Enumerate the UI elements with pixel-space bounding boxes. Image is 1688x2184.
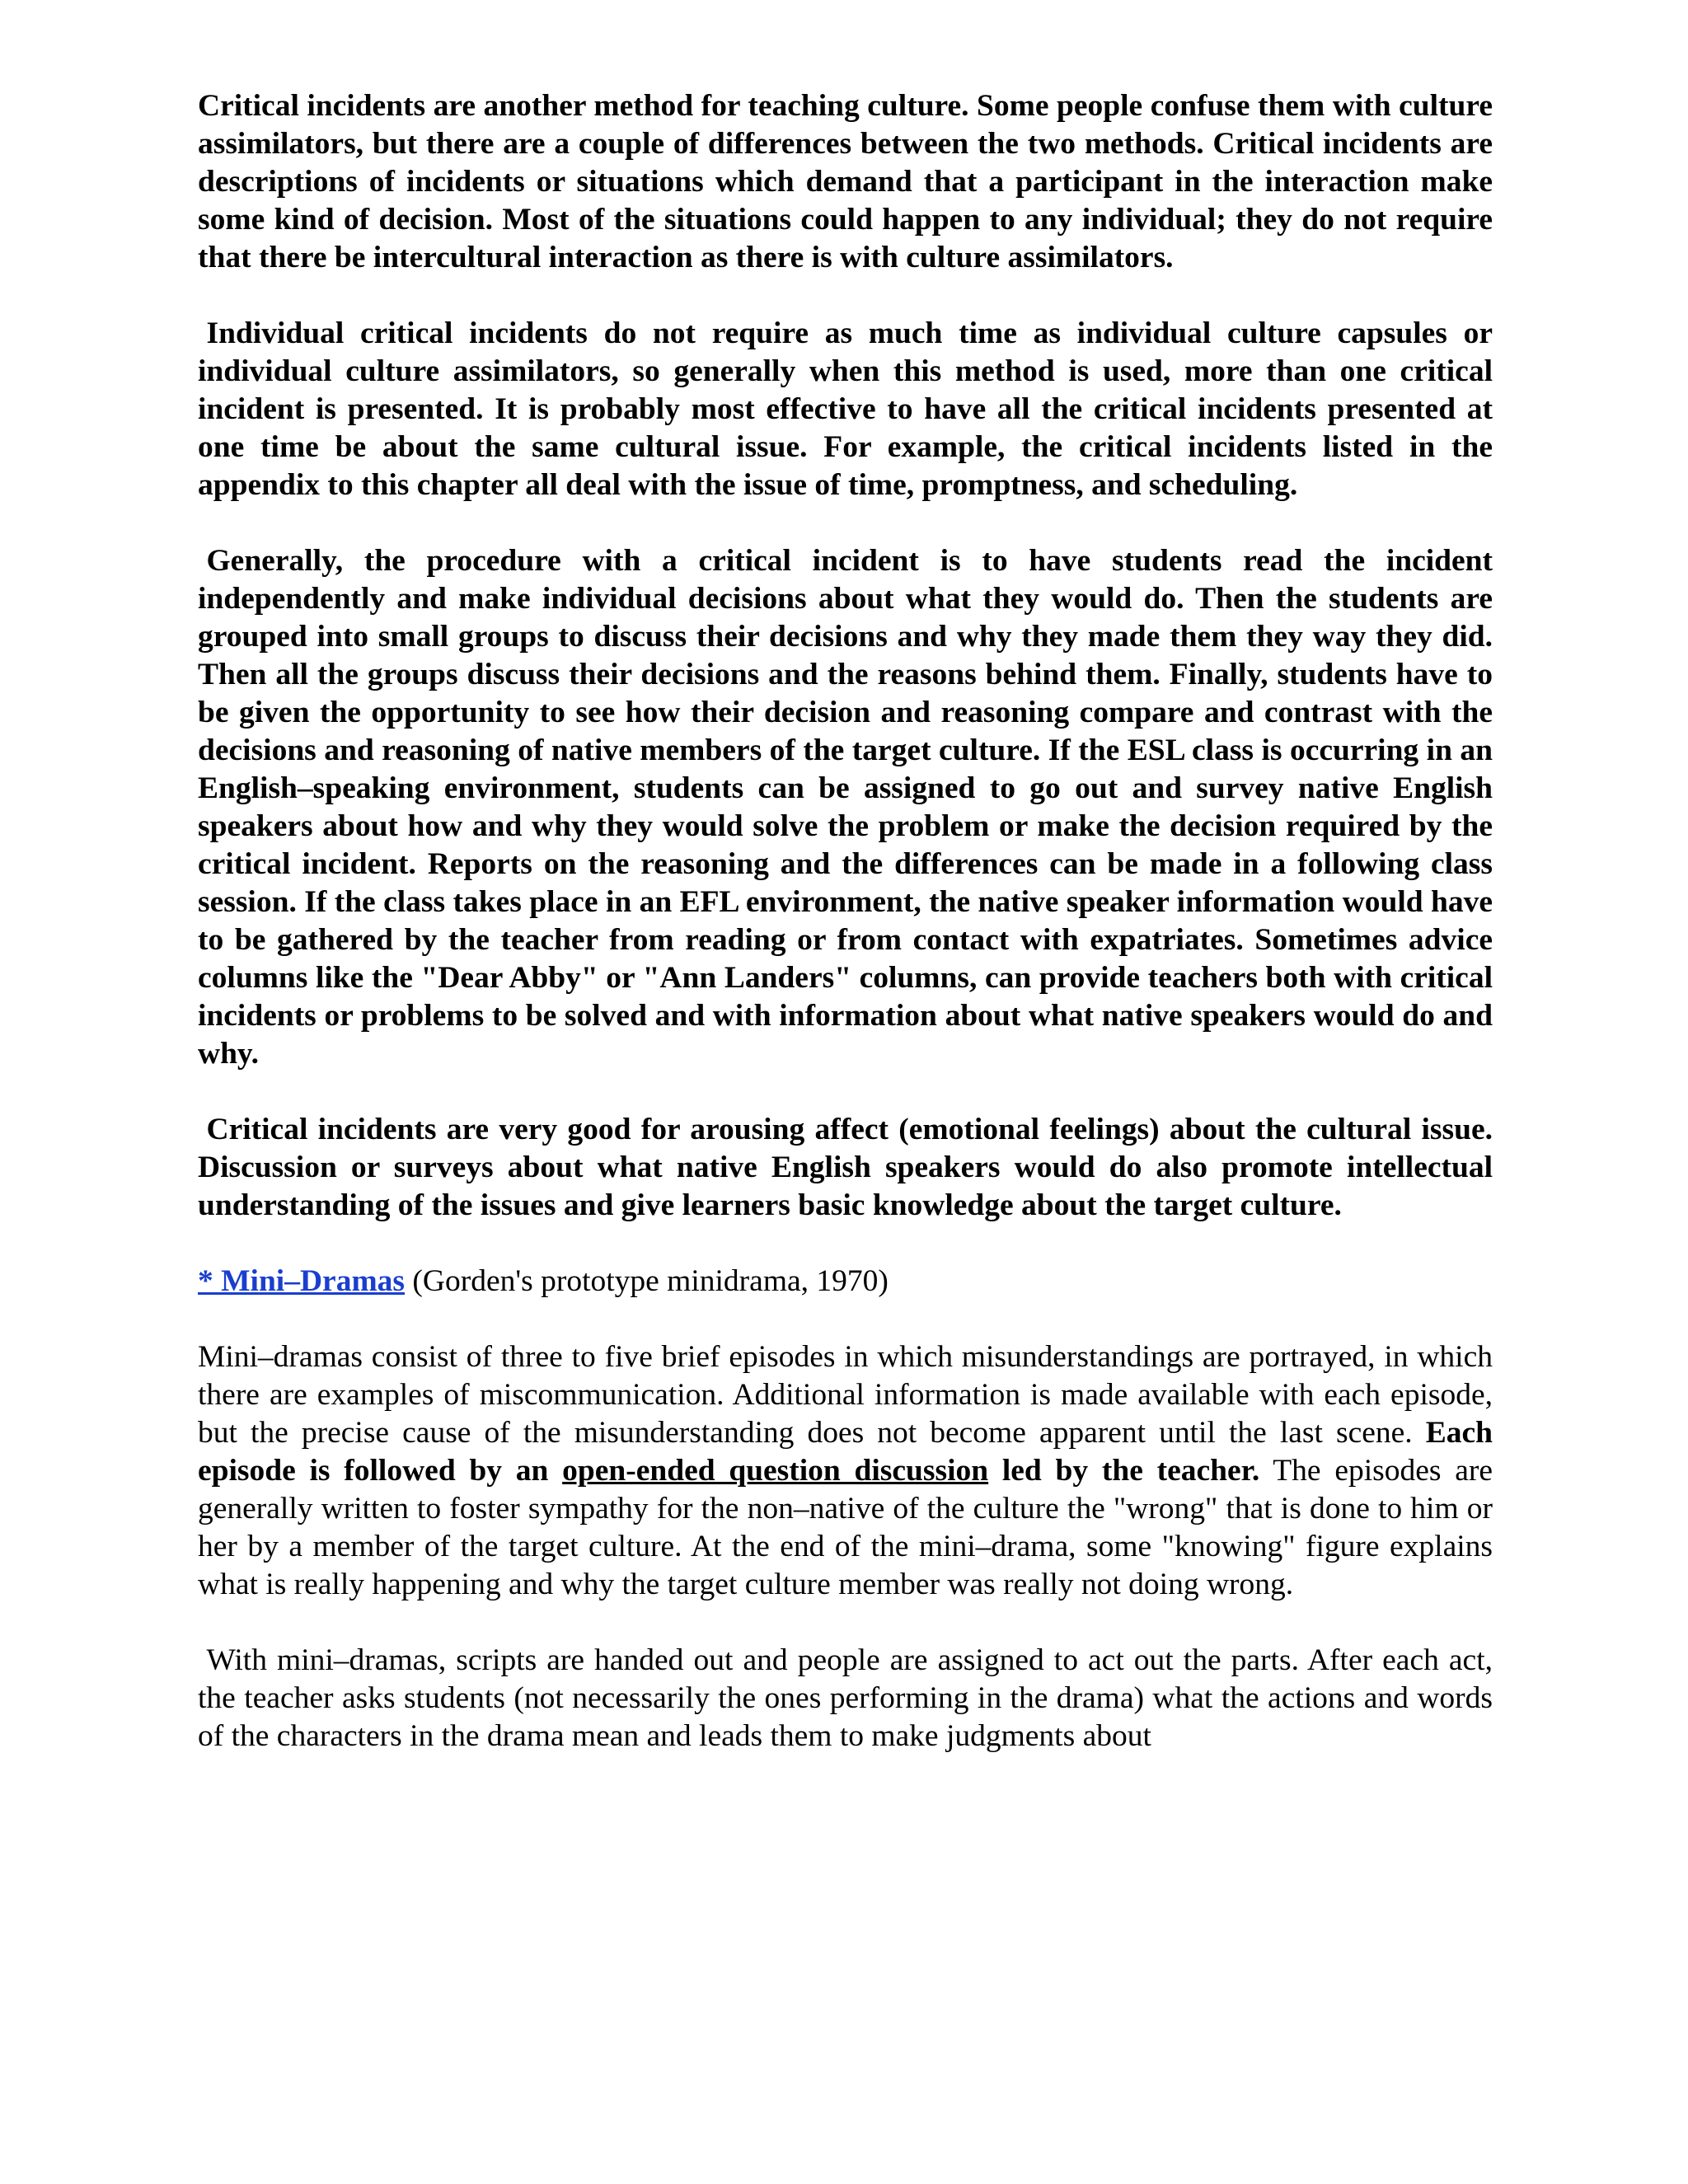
mini-dramas-bold-part1: Each episode is followed by an (198, 1416, 1493, 1488)
section-heading-suffix: (Gorden's prototype minidrama, 1970) (405, 1264, 889, 1298)
paragraph-arousing-affect: Critical incidents are very good for arousing affect (emotional feelings) about the cultural issue. Discussion or surveys about what native English speakers would do also promote intellectual understanding of the issues and give learners basic knowledge about the target culture. (198, 1113, 1493, 1222)
section-heading-mini-dramas (198, 1263, 1493, 1301)
mini-dramas-text-part1: Mini–dramas consist of three to five brief episodes in which misunderstandings are portrayed, in which there are examples of miscommunication. Additional information is made available with each episode, but the precise cause of the misunderstanding does not become apparent until the last scene. (198, 1340, 1493, 1450)
mini-dramas-link[interactable]: * Mini–Dramas (198, 1264, 406, 1298)
paragraph-critical-incidents-intro: Critical incidents are another method for teaching culture. Some people confuse them with culture assimilators, but there are a couple of differences between the two methods. Critical incidents are descriptions of incidents or situations which demand that a participant in the interaction make some kind of decision. Most of the situations could happen to any individual; they do not require that there be intercultural interaction as there is with culture assimilators. (198, 89, 1493, 274)
document-page (198, 87, 1493, 1793)
mini-dramas-text-part2: The episodes are generally written to foster sympathy for the non–native of the culture the "wrong" that is done to him or her by a member of the target culture. At the end of the mini–drama, some "knowing" figure explains what is really happening and why the target culture member was really not doing wrong. (198, 1454, 1493, 1601)
paragraph-individual-critical-incidents: Individual critical incidents do not require as much time as individual culture capsules or individual culture assimilators, so generally when this method is used, more than one critical incident is presented. It is probably most effective to have all the critical incidents presented at one time be about the same cultural issue. For example, the critical incidents listed in the appendix to this chapter all deal with the issue of time, promptness, and scheduling. (198, 316, 1493, 502)
paragraph-mini-dramas-scripts: With mini–dramas, scripts are handed out and people are assigned to act out the parts. After each act, the teacher asks students (not necessarily the ones performing in the drama) what the actions and words of the characters in the drama mean and leads them to make judgments about (198, 1643, 1493, 1753)
mini-dramas-bold-underline: open-ended question discussion (562, 1454, 989, 1488)
paragraph-mini-dramas-description (198, 1338, 1493, 1604)
mini-dramas-bold-part2: led by the teacher. (988, 1454, 1260, 1488)
paragraph-procedure: Generally, the procedure with a critical incident is to have students read the incident independently and make individual decisions about what they would do. Then the students are grouped into small groups to discuss their decisions and why they made them they way they did. Then all the groups discuss their decisions and the reasons behind them. Finally, students have to be given the opportunity to see how their decision and reasoning compare and contrast with the decisions and reasoning of native members of the target culture. If the ESL class is occurring in an English–speaking environment, students can be assigned to go out and survey native English speakers about how and why they would solve the problem or make the decision required by the critical incident. Reports on the reasoning and the differences can be made in a following class session. If the class takes place in an EFL environment, the native speaker information would have to be gathered by the teacher from reading or from contact with expatriates. Sometimes advice columns like the "Dear Abby" or "Ann Landers" columns, can provide teachers both with critical incidents or problems to be solved and with information about what native speakers would do and why. (198, 544, 1493, 1071)
